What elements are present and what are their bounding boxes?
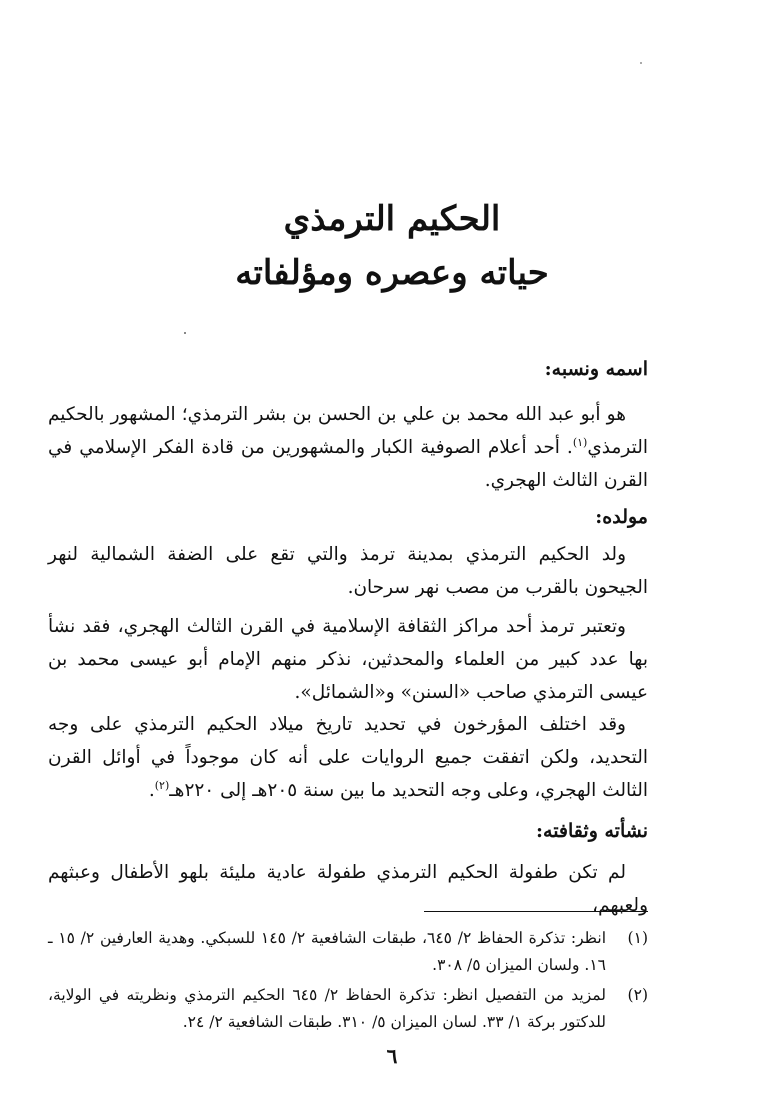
paragraph-birth-3 [48, 708, 648, 807]
page-subtitle: حياته وعصره ومؤلفاته [235, 253, 549, 293]
footnote-separator [424, 911, 648, 912]
paragraph-birth-1: ولد الحكيم الترمذي بمدينة ترمذ والتي تقع على الضفة الشمالية لنهر الجيحون بالقرب من مصب نهر سرحان. [48, 544, 648, 598]
paragraph-text-cont: . أحد أعلام الصوفية الكبار والمشهورين من قادة الفكر الإسلامي في القرن الثالث الهجري. [48, 437, 648, 491]
section-heading-birth: مولده: [595, 506, 648, 528]
paragraph-name-lineage [48, 398, 648, 497]
scan-speck [184, 332, 186, 334]
paragraph-text: وقد اختلف المؤرخون في تحديد تاريخ ميلاد الحكيم الترمذي على وجه التحديد، ولكن اتفقت جميع الروايات على أنه كان موجوداً في أوائل القرن الثالث الهجري، وعلى وجه التحديد ما بين سنة ٢٠٥هـ إلى ٢٢٠هـ [48, 714, 648, 801]
paragraph-birth-2: وتعتبر ترمذ أحد مراكز الثقافة الإسلامية في القرن الثالث الهجري، فقد نشأ بها عدد كبير من العلماء والمحدثين، نذكر منهم الإمام أبو عيسى محمد بن عيسى الترمذي صاحب «السنن» و«الشمائل». [48, 616, 648, 703]
paragraph-text: هو أبو عبد الله محمد بن علي بن الحسن بن بشر الترمذي؛ المشهور بالحكيم الترمذي [48, 404, 648, 458]
page-number: ٦ [386, 1044, 398, 1068]
section-heading-upbringing: نشأته وثقافته: [536, 820, 648, 842]
paragraph-upbringing-1: لم تكن طفولة الحكيم الترمذي طفولة عادية مليئة بلهو الأطفال وعبثهم ولعبهم، [48, 862, 648, 916]
page-title: الحكيم الترمذي [283, 199, 501, 239]
section-heading-name-lineage: اسمه ونسبه: [544, 358, 648, 380]
footnote-number: (١) [627, 929, 648, 947]
footnote-ref-2: (٢) [154, 778, 170, 792]
footnote-ref-1: (١) [572, 435, 588, 449]
paragraph-text-cont: . [148, 780, 155, 801]
footnote-text: انظر: تذكرة الحفاظ ٢/ ٦٤٥، طبقات الشافعية ٢/ ١٤٥ للسبكي. وهدية العارفين ٢/ ١٥ ـ ١٦. ولسان الميزان ٥/ ٣٠٨. [48, 929, 606, 974]
scan-speck [640, 62, 642, 64]
footnote-text: لمزيد من التفصيل انظر: تذكرة الحفاظ ٢/ ٦٤٥ الحكيم الترمذي ونظريته في الولاية، للدكتور بركة ١/ ٣٣. لسان الميزان ٥/ ٣١٠. طبقات الشافعية ٢/ ٢٤. [48, 986, 606, 1031]
footnote-number: (٢) [627, 986, 648, 1004]
